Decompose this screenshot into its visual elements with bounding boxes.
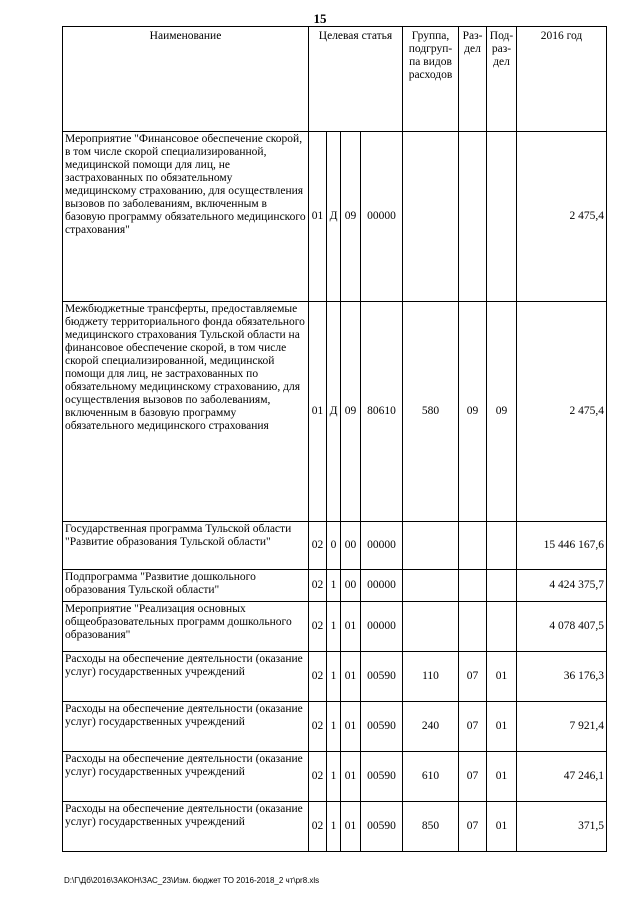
target-code-direction: 00000 [361,522,403,570]
target-code-subprogram: 1 [327,602,341,652]
target-code-direction: 00590 [361,752,403,802]
file-path-footer: D:\Г\Дб\2016\ЗАКОН\ЗАС_23\Изм. бюджет ТО 2016-2018_2 чт\pr8.xls [64,876,320,885]
expense-group: 240 [403,702,459,752]
target-code-subprogram: 1 [327,652,341,702]
table-row [63,302,607,522]
header-name: Наименование [63,27,309,132]
row-name: Государственная программа Тульской области "Развитие образования Тульской области" [63,522,309,570]
table-row [63,752,607,802]
target-code-program: 02 [309,602,327,652]
target-code-program: 02 [309,652,327,702]
section: 07 [459,702,487,752]
section [459,132,487,302]
row-name: Расходы на обеспечение деятельности (оказание услуг) государственных учреждений [63,802,309,852]
header-target-article: Целевая статья [309,27,403,132]
expense-group: 110 [403,652,459,702]
amount-2016: 4 078 407,5 [517,602,607,652]
amount-2016: 4 424 375,7 [517,570,607,602]
expense-group [403,570,459,602]
table-header-row [63,27,607,132]
subsection [487,602,517,652]
target-code-direction: 00000 [361,132,403,302]
target-code-event: 00 [341,522,361,570]
target-code-subprogram: Д [327,132,341,302]
row-name: Расходы на обеспечение деятельности (оказание услуг) государственных учреждений [63,702,309,752]
amount-2016: 47 246,1 [517,752,607,802]
target-code-program: 02 [309,702,327,752]
target-code-event: 01 [341,652,361,702]
target-code-event: 01 [341,752,361,802]
header-subsection: Под-раз-дел [487,27,517,132]
table-row [63,802,607,852]
budget-table [62,26,607,852]
target-code-program: 02 [309,802,327,852]
target-code-subprogram: 0 [327,522,341,570]
target-code-subprogram: 1 [327,752,341,802]
target-code-program: 01 [309,302,327,522]
subsection: 01 [487,752,517,802]
table-row [63,602,607,652]
expense-group [403,522,459,570]
header-year-2016: 2016 год [517,27,607,132]
row-name: Мероприятие "Финансовое обеспечение скорой, в том числе скорой специализированной, медицинской помощи для лиц, не застрахованных по обязательному медицинскому страхованию, для осуществления вызовов по заболеваниям, включенным в базовую программу обязательного медицинского страхования" [63,132,309,302]
subsection: 01 [487,802,517,852]
target-code-subprogram: Д [327,302,341,522]
target-code-event: 09 [341,302,361,522]
subsection [487,132,517,302]
section: 09 [459,302,487,522]
row-name: Подпрограмма "Развитие дошкольного образования Тульской области" [63,570,309,602]
row-name: Расходы на обеспечение деятельности (оказание услуг) государственных учреждений [63,652,309,702]
amount-2016: 7 921,4 [517,702,607,752]
section [459,570,487,602]
target-code-direction: 00000 [361,570,403,602]
section [459,602,487,652]
target-code-direction: 00000 [361,602,403,652]
subsection [487,570,517,602]
target-code-subprogram: 1 [327,802,341,852]
table-row [63,522,607,570]
target-code-event: 09 [341,132,361,302]
target-code-subprogram: 1 [327,570,341,602]
expense-group: 610 [403,752,459,802]
table-row [63,702,607,752]
target-code-event: 01 [341,802,361,852]
amount-2016: 36 176,3 [517,652,607,702]
target-code-direction: 00590 [361,652,403,702]
page-number: 15 [313,11,327,26]
subsection: 01 [487,652,517,702]
section: 07 [459,652,487,702]
row-name: Межбюджетные трансферты, предоставляемые бюджету территориального фонда обязательного медицинского страхования Тульской области на финансовое обеспечение скорой, в том числе скорой специализированной, медицинской помощи для лиц, не застрахованных по обязательному медицинскому страхованию, для осуществления вызовов по заболеваниям, включенным в базовую программу обязательного медицинского страхования [63,302,309,522]
target-code-program: 02 [309,752,327,802]
target-code-event: 01 [341,702,361,752]
table-row [63,570,607,602]
row-name: Расходы на обеспечение деятельности (оказание услуг) государственных учреждений [63,752,309,802]
section: 07 [459,752,487,802]
expense-group: 850 [403,802,459,852]
expense-group [403,602,459,652]
amount-2016: 2 475,4 [517,302,607,522]
section [459,522,487,570]
row-name: Мероприятие "Реализация основных общеобразовательных программ дошкольного образования" [63,602,309,652]
target-code-event: 00 [341,570,361,602]
target-code-direction: 00590 [361,802,403,852]
target-code-direction: 80610 [361,302,403,522]
table-row [63,132,607,302]
table-row [63,652,607,702]
target-code-program: 02 [309,522,327,570]
amount-2016: 15 446 167,6 [517,522,607,570]
target-code-subprogram: 1 [327,702,341,752]
expense-group [403,132,459,302]
subsection: 01 [487,702,517,752]
amount-2016: 371,5 [517,802,607,852]
section: 07 [459,802,487,852]
header-section: Раз-дел [459,27,487,132]
expense-group: 580 [403,302,459,522]
subsection [487,522,517,570]
target-code-program: 01 [309,132,327,302]
amount-2016: 2 475,4 [517,132,607,302]
target-code-program: 02 [309,570,327,602]
target-code-direction: 00590 [361,702,403,752]
target-code-event: 01 [341,602,361,652]
subsection: 09 [487,302,517,522]
header-expense-group: Группа, подгруп-па видов расходов [403,27,459,132]
